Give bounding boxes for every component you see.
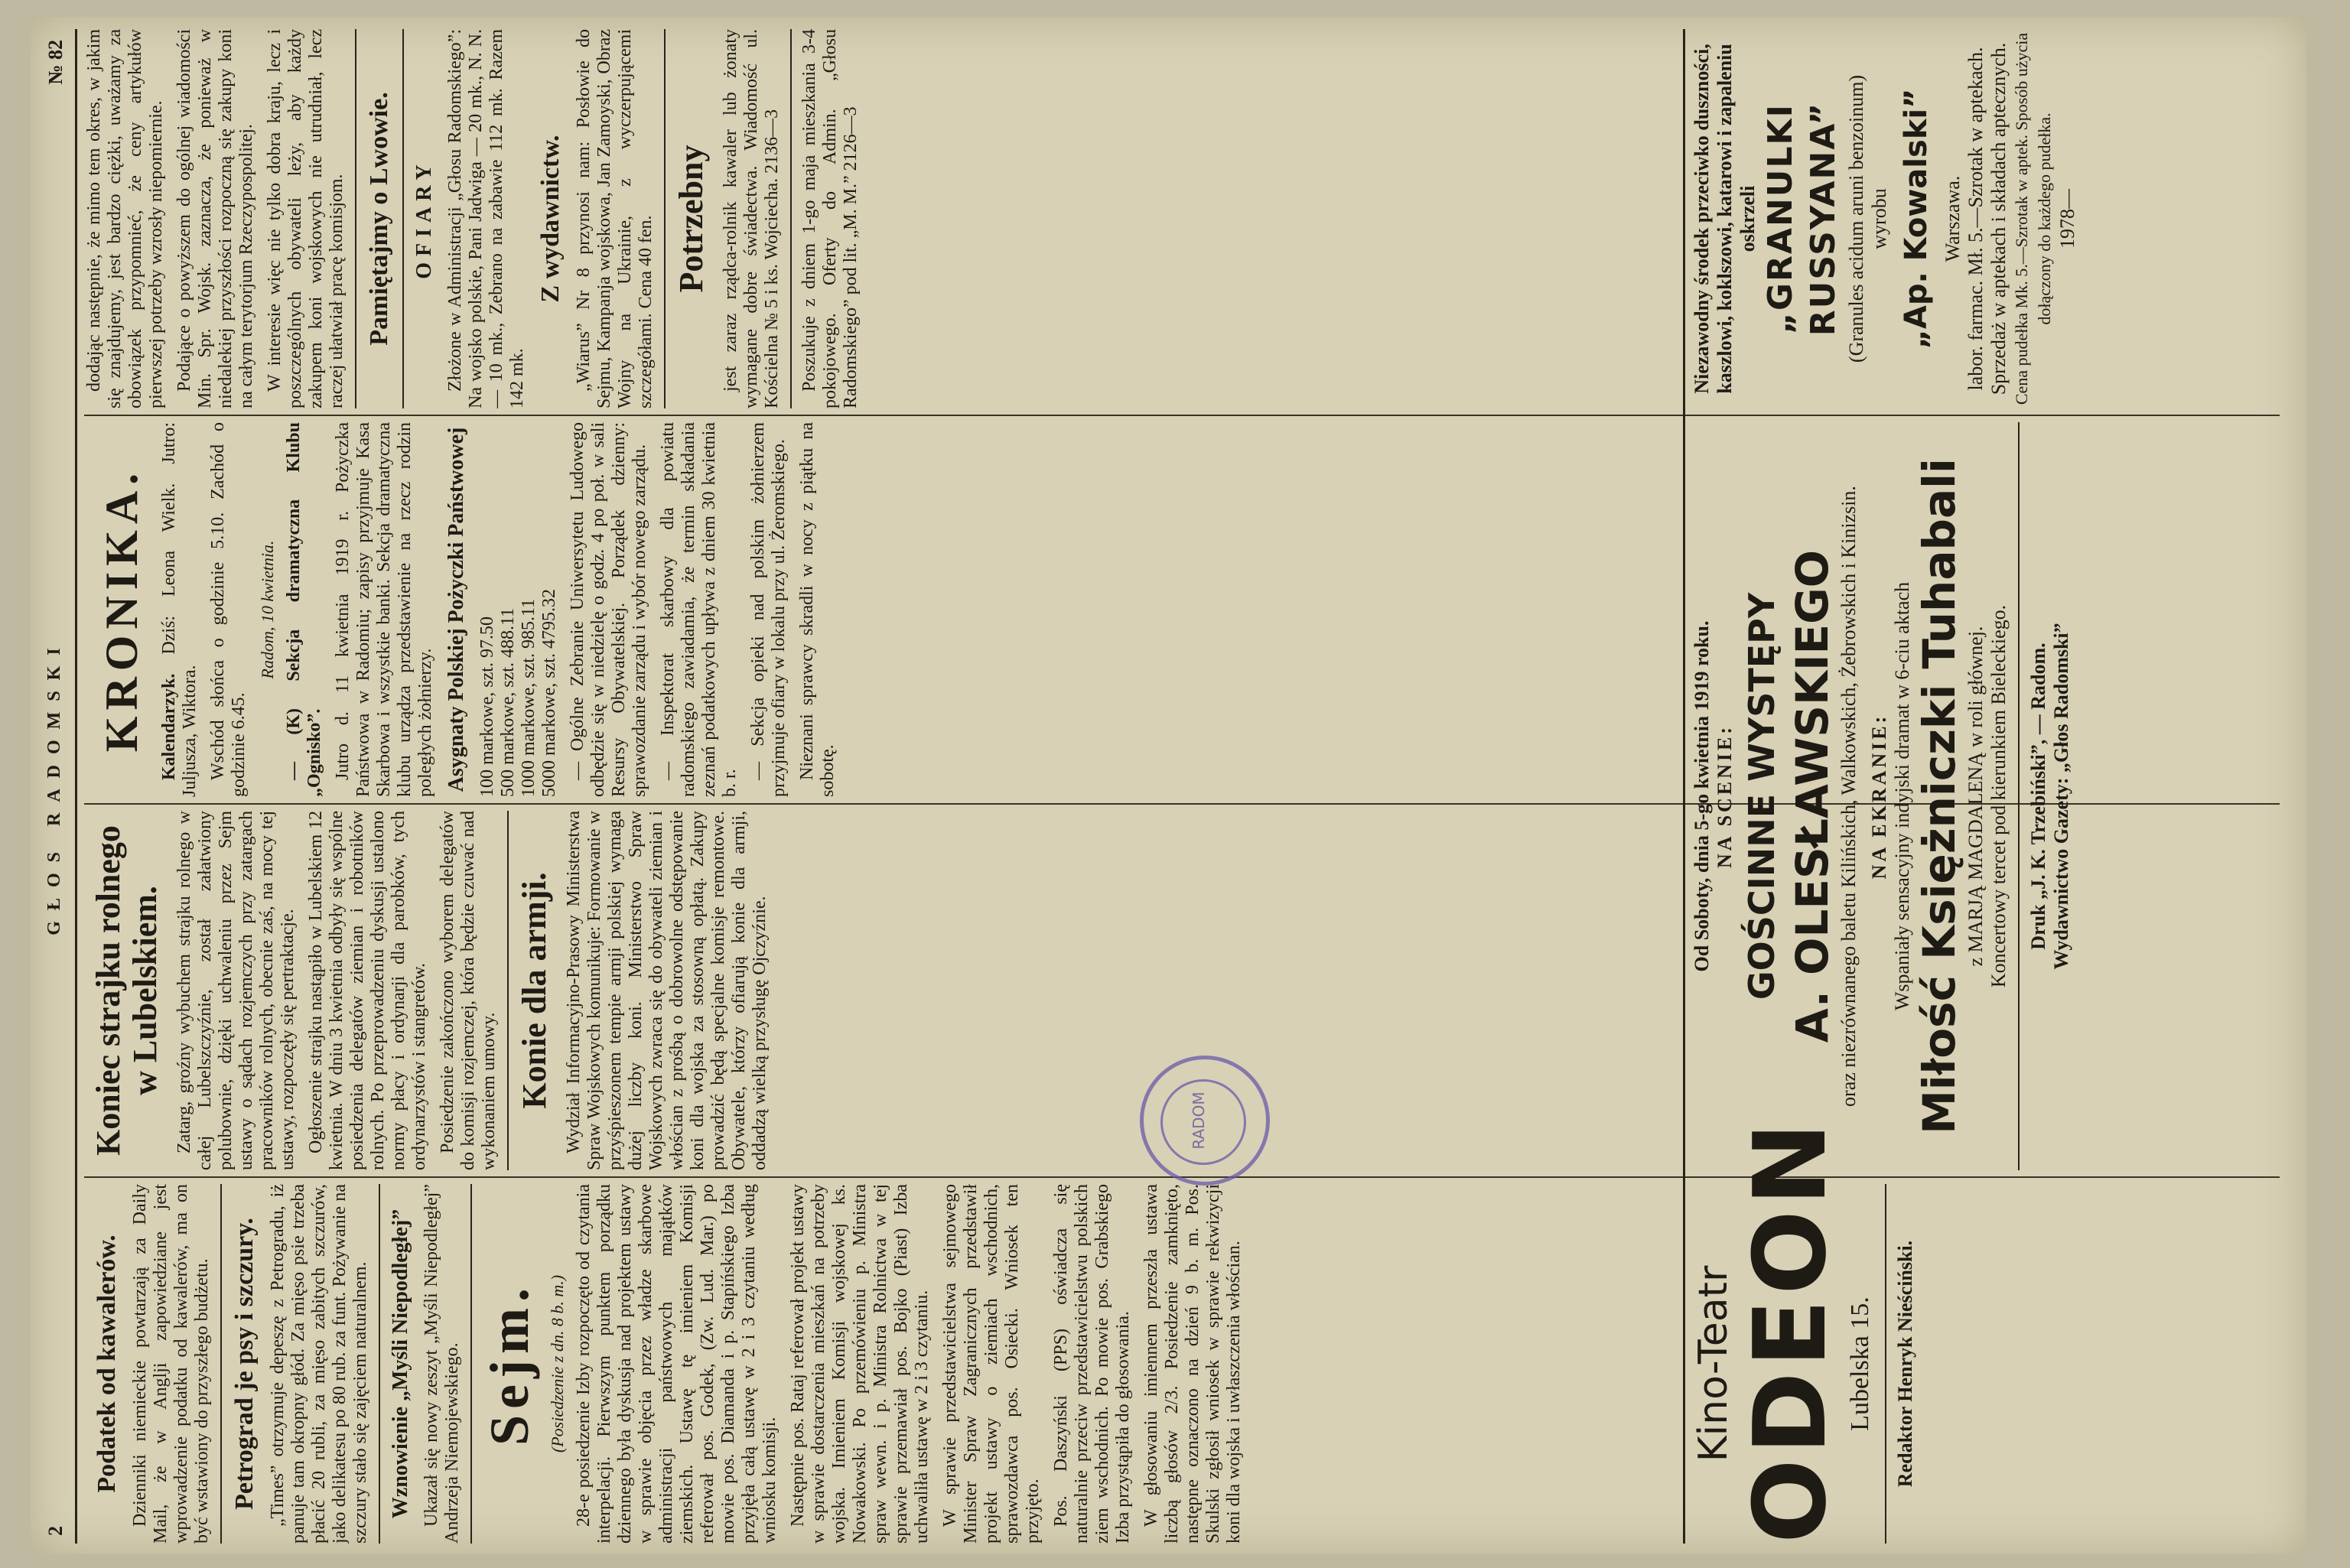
- nieznani-article: Nieznani sprawcy skradli w nocy z piątku na sobotę.: [797, 422, 838, 797]
- sejm-paragraph: W sprawie przedstawicielstwa sejmowego Minister Spraw Zagranicznych przedstawił projekt ustawy o ziemiach wschodnich, sprawozdawca pos. Osiecki. Wniosek ten przyjęto.: [940, 1184, 1043, 1544]
- paper-name: GŁOS RADOMSKI: [44, 637, 64, 935]
- sejm-paragraph: Następnie pos. Rataj referował projekt ustawy w sprawie dostarczenia mieszkań na potrzeby wojska. Imieniem Komisji wojskowej ks. Nowakowski. Po przemówieniu p. Ministra spraw wewn. i p. Ministra Rolnictwa w tej sprawie przemawiał pos. Bojko (Piast) Izba uchwaliła ustawę w 2 i 3 czytaniu.: [788, 1184, 932, 1544]
- na-ekranie: NA EKRANIE:: [1868, 713, 1890, 880]
- niezawodny-headline: Niezawodny środek przeciwko duszności, kaszlowi, koklszowi, katarowi i zapaleniu oskrzeli: [1691, 44, 1759, 394]
- odeon-title: ODEON: [1732, 1117, 1848, 1544]
- potrzebny-ad: jest zaraz rządca-rolnik kawaler lub żonaty wymagane dobre świadectwa. Wiadomość ul. Kościelna № 5 i ks. Wojciecha. 2136—3: [721, 29, 782, 408]
- od-soboty: Od Soboty, dnia 5-go kwietnia 1919 roku.: [1691, 620, 1713, 972]
- ofiary-headline: OFIARY: [412, 158, 436, 279]
- continued-paragraph: dodając następnie, że mimo tem okres, w jakim się znajdujemy, jest bardzo ciężki, uważamy za obowiązek przypomnieć, że ceny artykułów pierwszej potrzeby wzrosły niepomiernie.: [84, 29, 166, 408]
- goscinne-wystepy: GOŚCINNE WYSTĘPY: [1741, 592, 1782, 1000]
- divider: [2018, 422, 2020, 1170]
- potrzebny-headline: Potrzebny: [672, 145, 710, 293]
- podatek-headline: Podatek od kawalerów.: [93, 1235, 121, 1493]
- redaktor: Redaktor Henryk Nieściński.: [1894, 1240, 1916, 1488]
- divider: [355, 29, 356, 408]
- wyrobu: wyrobu: [1868, 188, 1890, 249]
- na-scenie: NA SCENIE:: [1714, 724, 1736, 869]
- sekcja-article: Jutro d. 11 kwietnia 1919 r. Pożyczka Państwowa w Radomiu; zapisy przyjmuje Kasa Skarbowa i wszystkie banki. Sekcja dramatyczna klubu urządza przedstawienie na rzecz rodzin poległych żołnierzy.: [333, 422, 435, 797]
- program-ad: [1691, 422, 2287, 1170]
- strajk-paragraph: Ogłoszenie strajku nastąpiło w Lubelskiem 12 kwietnia. W dniu 3 kwietnia odbyły się wspólne posiedzenia delegatów ziemian i robotników rolnych. Po przeprowadzeniu dyskusji ustalono normy płacy i ordynarji dla parobków, tych ordynarzystów i stangretów.: [306, 811, 429, 1170]
- kronika-headline: KRONIKA.: [96, 467, 147, 753]
- ekran-text: Wspaniały sensacyjny indyjski dramat w 6-ciu aktach: [1891, 581, 1913, 1011]
- uniwersytet-article: — Ogólne Zebranie Uniwersytetu Ludowego odbędzie się w niedzielę o godz. 4 po poł. w sali Resursy Obywatelskiej. Porządek dzienny: sprawozdanie zarządu i wybór nowego zarządu.: [568, 422, 649, 797]
- divider: [470, 1184, 472, 1544]
- milosc-title: Miłość Księżniczki Tuhabali: [1913, 458, 1965, 1134]
- sejm-paragraph: Pos. Daszyński (PPS) oświadcza się naturalnie przeciw przedstawicielstwu polskich ziem wschodnich. Po mowie pos. Grabskiego Izba przystąpiła do głosowania.: [1051, 1184, 1133, 1544]
- kurs-row: 1000 markowe, szt. 985.11: [519, 598, 539, 797]
- petrograd-article: „Times” otrzymuje depeszę z Petrogradu, iż panuje tam okropny głód. Za mięso psie trzeba płacić 20 rubli, za mięso zabitych szczurów, jako delikatesu po 80 rub. za funt. Pożywanie na szczury stało się zajęciem naturalnem.: [268, 1184, 370, 1544]
- pamietajmy-headline: Pamiętajmy o Lwowie.: [365, 92, 393, 346]
- petrograd-headline: Petrograd je psy i szczury.: [230, 1218, 259, 1510]
- ofiary-text: Złożone w Administracji „Głosu Radomskiego”: Na wojsko polskie, Pani Jadwiga — 20 mk., N. N. — 10 mk., Zebrano na zabawie 112 mk. Razem 142 mk.: [445, 29, 527, 408]
- wznowienie-headline: Wznowienie „Myśli Niepodległej”: [389, 1209, 412, 1519]
- kalendarzyk-label: Kalendarzyk.: [159, 673, 179, 780]
- page-header: [40, 29, 78, 1544]
- interes-paragraph: W interesie więc nie tylko dobra kraju, lecz i poszczególnych obywateli leży, aby każdy zakupem koni wojskowych nie utrudniał, lecz raczej ułatwiał pracę komisjom.: [265, 29, 347, 408]
- header-rule: [75, 29, 77, 1544]
- divider: [379, 1184, 380, 1544]
- divider: [507, 811, 509, 1170]
- z-wydawnictw-headline: Z wydawnictw.: [536, 135, 565, 303]
- sejm-paragraph: 28-e posiedzenie Izby rozpoczęto od czytania interpelacji. Pierwszym punktem porządku dziennego była dyskusja nad projektem ustawy w sprawie objęcia przez władze skarbowe administracji państwowych majątków ziemskich. Ustawę tę imieniem Komisji referował pos. Godek, (Zw. Lud. Mar.) po mowie pos. Diamanda i p. Stapińskiego Izba przyjęła całą ustawę w 2 i 3 czytaniu według wniosku komisji.: [574, 1184, 780, 1544]
- cena-text: Cena pudełka Mk. 5.—Szrotak w aptek. Sposób użycia dołączony do każdego pudełka.: [2012, 32, 2054, 405]
- warszawa: Warszawa.: [1942, 175, 1964, 262]
- ad-number: 1978—: [2056, 189, 2078, 249]
- issue-number: № 82: [44, 40, 67, 85]
- strajk-paragraph: Posiedzenie zakończono wyborem delegatów do komisji rozjemczej, która będzie czuwać nad wykonaniem umowy.: [438, 811, 499, 1170]
- ads-rule: [1683, 29, 1685, 1544]
- page-number: 2: [44, 1526, 67, 1536]
- odeon-address: Lubelska 15.: [1846, 1296, 1874, 1431]
- kowalski: „Ap. Kowalski”: [1899, 88, 1934, 350]
- balet-text: oraz niezrównanego baletu Kilińskich, Walkowskich, Żebrowskich i Kinizsin.: [1837, 486, 1860, 1107]
- kurs-heading: Asygnaty Polskiej Pożyczki Państwowej: [444, 427, 468, 792]
- milosc-sub: z MARJĄ MAGDALENĄ w roli głównej.: [1964, 626, 1987, 967]
- kino-label: Kino-Teatr: [1691, 1265, 1736, 1462]
- divider: [664, 29, 666, 408]
- divider: [1885, 1184, 1886, 1544]
- kalendarzyk-text: Dziś: Leona Wielk. Jutro: Juljusza, Wiktora.: [159, 422, 200, 797]
- divider: [220, 1184, 222, 1544]
- kurs-row: 100 markowe, szt. 97.50: [477, 616, 497, 797]
- sejm-paragraph: W głosowaniu imiennem przeszła ustawa liczbą głosów 2/3. Posiedzenie zamknięto, następne oznaczono na dzień 9 b. m. Pos. Skulski zgłosił wniosek w sprawie rekwizycji koni dla wojska i uwłaszczenia włościan.: [1141, 1184, 1244, 1544]
- stamp-text: RADOM: [1190, 1091, 1208, 1150]
- konie-headline: Konie dla armji.: [516, 872, 553, 1109]
- granulki-title: „GRANULKI RUSSYANA”: [1761, 101, 1843, 337]
- wznowienie-article: Ukazał się nowy zeszyt „Myśli Niepodległej” Andrzeja Niemojewskiego.: [422, 1184, 462, 1544]
- sun-times: Wschód słońca o godzinie 5.10. Zachód o godzinie 6.45.: [208, 422, 249, 797]
- sejm-subheading: (Posiedzenie z dn. 8 b. m.): [548, 1274, 567, 1453]
- divider: [402, 29, 404, 408]
- koncertowy: Koncertowy tercet pod kierunkiem Bieleckiego.: [1987, 604, 2010, 988]
- oleslawskiego: A. OLESŁAWSKIEGO: [1786, 549, 1838, 1043]
- podatek-article: Dzienniki niemieckie powtarzają za Daily Mail, że w Anglji zapowiedziane jest wprowadzenie podatku od kawalerów, ma on być wstawiony do przyszłego budżetu.: [130, 1184, 212, 1544]
- divider: [790, 29, 792, 408]
- labor-text: labor. farmac. Mł. 5.—Szrotak w aptekach. Sprzedaż w aptekach i składach aptecznych.: [1964, 42, 2010, 395]
- granulki-ad: [1691, 29, 2287, 408]
- kurs-row: 500 markowe, szt. 488.11: [498, 607, 518, 797]
- sekcja-opieki-article: — Sekcja opieki nad polskim żołnierzem przyjmuje ofiary w lokalu przy ul. Żeromskiego.: [748, 422, 789, 797]
- wydawnictwo: Wydawnictwo Gazety: „Głos Radomski”: [2050, 623, 2072, 970]
- granulki-sub: (Granules acidum aruni benzoinum): [1845, 74, 1867, 363]
- library-stamp: [1140, 1056, 1270, 1186]
- druk: Druk „J. K. Trzebiński”, — Radom.: [2027, 642, 2049, 950]
- strajk-paragraph: Zatarg, groźny wybuchem strajku rolnego w całej Lubelszczyźnie, został załatwiony polubownie, dzięki uchwaleniu przez Sejm ustawy o sądach rozjemczych przy zatargach pracowników rolnych, obecnie zaś, na mocy tej ustawy, rozpoczęły się pertraktacje.: [174, 811, 298, 1170]
- skarb-article: — Inspektorat skarbowy dla powiatu radomskiego zawiadamia, że termin składania zeznań podatkowych upływa z dniem 30 kwietnia b. r.: [658, 422, 740, 797]
- konie-paragraph: Podające o powyższem do ogólnej wiadomości Min. Spr. Wojsk. zaznacza, że ponieważ w niedalekiej przyszłości rozpoczną się zakupy koni na całym terytorjum Rzeczypospolitej.: [174, 29, 256, 408]
- poszukuje-ad: Poszukuje z dniem 1-go maja mieszkania 3-4 pokojowego. Oferty do Admin. „Głosu Radomskiego” pod lit. „M. M.” 2126—3: [799, 29, 861, 408]
- kurs-row: 5000 markowe, szt. 4795.32: [539, 589, 559, 797]
- dateline: Radom, 10 kwietnia.: [258, 540, 277, 679]
- sekcja-heading: — (K) Sekcja dramatyczna Klubu „Ognisko”.: [284, 422, 324, 797]
- rotated-newspaper-content: [31, 17, 2306, 1554]
- column-rule: [84, 415, 2280, 416]
- kino-ad: [1691, 1117, 2287, 1544]
- z-wydawnictw-text: „Wiarus” Nr 8 przynosi nam: Posłowie do Sejmu, Kampanja wojskowa, Jan Zamoyski, Obraz Wojny na Ukrainie, z wyczerpującemi szczegółami. Cena 40 fen.: [574, 29, 656, 408]
- konie-article: Wydział Informacyjno-Prasowy Ministerstwa Spraw Wojskowych komunikuje: Formowanie w przyśpieszonem tempie armji polskiej wymaga dużej liczby koni. Ministerstwo Spraw Wojskowych zwraca się do obywateli ziemian i włościan z prośbą o dobrowolne odstępowanie koni dla wojska za stosowną opłatą. Zakupy prowadzić będą specjalne komisje remontowe. Obywatele, którzy ofiarują konie dla armji, oddadzą wielką przysługę Ojczyźnie.: [564, 811, 770, 1170]
- strajk-headline: Koniec strajku rolnego w Lubelskiem.: [90, 825, 164, 1156]
- sejm-headline: Sejm.: [479, 1282, 540, 1446]
